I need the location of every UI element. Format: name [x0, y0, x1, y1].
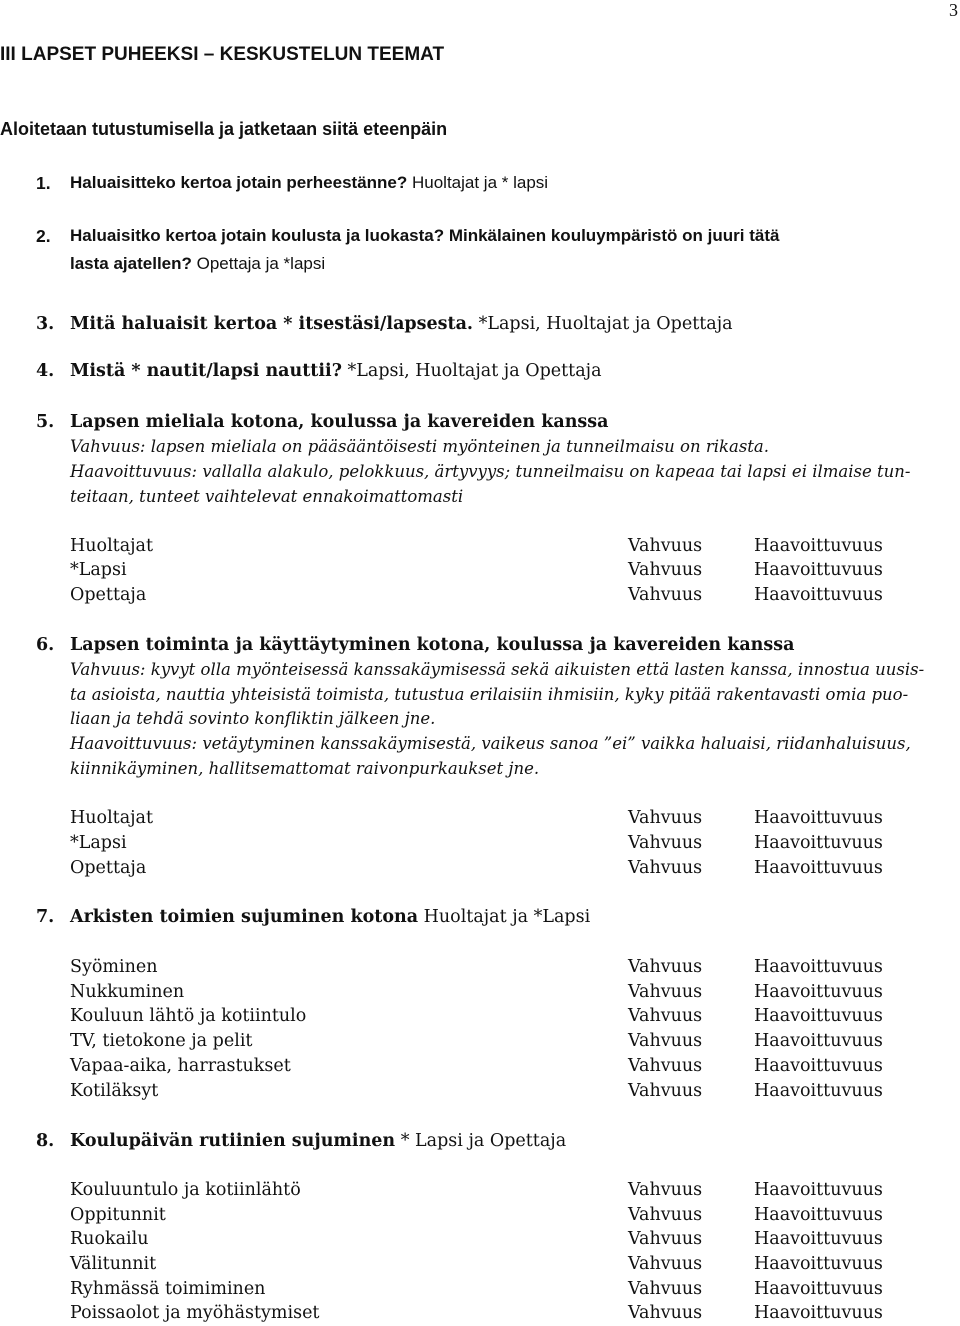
strength-option[interactable]: Vahvuus — [628, 1180, 703, 1200]
row-label: *Lapsi — [70, 833, 127, 853]
vulnerability-option[interactable]: Haavoittuvuus — [754, 1254, 883, 1274]
strength-option[interactable]: Vahvuus — [628, 1006, 703, 1026]
q8-rating-row — [70, 1301, 930, 1325]
q1-number: 1. — [36, 173, 51, 193]
row-label: Kotiläksyt — [70, 1081, 159, 1101]
row-label: Vapaa-aika, harrastukset — [70, 1056, 291, 1076]
q5-number: 5. — [36, 412, 55, 432]
vulnerability-option[interactable]: Haavoittuvuus — [754, 1229, 883, 1249]
row-label: Kouluuntulo ja kotiinlähtö — [70, 1180, 301, 1200]
q5-rating-row — [70, 583, 930, 607]
q8-rating-row — [70, 1178, 930, 1202]
q6-heading: Lapsen toiminta ja käyttäytyminen kotona, koulussa ja kavereiden kanssa — [70, 635, 795, 655]
vulnerability-option[interactable]: Haavoittuvuus — [754, 585, 883, 605]
q6-rating-row — [70, 806, 930, 830]
row-label: Syöminen — [70, 957, 158, 977]
q3-participants: *Lapsi, Huoltajat ja Opettaja — [473, 314, 733, 334]
q2-question-cont: Minkälainen kouluympäristö on juuri tätä — [444, 226, 780, 245]
q2-text-line2 — [70, 252, 325, 276]
q7-number: 7. — [36, 907, 55, 927]
row-label: Opettaja — [70, 858, 147, 878]
q1-text — [70, 171, 548, 195]
q6-rating-row — [70, 831, 930, 855]
vulnerability-option[interactable]: Haavoittuvuus — [754, 1180, 883, 1200]
q4-text — [70, 359, 602, 383]
q8-text — [70, 1129, 566, 1153]
q8-heading: Koulupäivän rutiinien sujuminen — [70, 1131, 396, 1151]
q6-strength-end: liaan ja tehdä sovinto konfliktin jälkeen jne. — [70, 709, 436, 728]
q1-participants: Huoltajat ja * lapsi — [407, 173, 549, 192]
row-label: *Lapsi — [70, 560, 127, 580]
q5-rating-row — [70, 534, 930, 558]
q6-vulnerability-cont: kiinnikäyminen, hallitsemattomat raivonpurkaukset jne. — [70, 759, 540, 778]
vulnerability-option[interactable]: Haavoittuvuus — [754, 1205, 883, 1225]
q7-text — [70, 905, 590, 929]
strength-option[interactable]: Vahvuus — [628, 1056, 703, 1076]
q8-rating-row — [70, 1277, 930, 1301]
q3-text — [70, 312, 733, 336]
q3-number: 3. — [36, 314, 55, 334]
strength-option[interactable]: Vahvuus — [628, 808, 703, 828]
strength-option[interactable]: Vahvuus — [628, 536, 703, 556]
vulnerability-option[interactable]: Haavoittuvuus — [754, 1081, 883, 1101]
vulnerability-option[interactable]: Haavoittuvuus — [754, 1056, 883, 1076]
strength-option[interactable]: Vahvuus — [628, 560, 703, 580]
vulnerability-option[interactable]: Haavoittuvuus — [754, 808, 883, 828]
q8-rating-row — [70, 1252, 930, 1276]
q7-rating-row — [70, 1079, 930, 1103]
q7-heading: Arkisten toimien sujuminen kotona — [70, 907, 419, 927]
q6-number: 6. — [36, 635, 55, 655]
vulnerability-option[interactable]: Haavoittuvuus — [754, 1279, 883, 1299]
strength-option[interactable]: Vahvuus — [628, 858, 703, 878]
q8-number: 8. — [36, 1131, 55, 1151]
strength-option[interactable]: Vahvuus — [628, 1031, 703, 1051]
q1-question: Haluaisitteko kertoa jotain perheestänne? — [70, 173, 408, 192]
row-label: Ryhmässä toimiminen — [70, 1279, 266, 1299]
vulnerability-option[interactable]: Haavoittuvuus — [754, 1031, 883, 1051]
q5-vulnerability-cont: teitaan, tunteet vaihtelevat ennakoimattomasti — [70, 487, 464, 506]
strength-option[interactable]: Vahvuus — [628, 1279, 703, 1299]
q4-number: 4. — [36, 361, 55, 381]
q8-participants: * Lapsi ja Opettaja — [395, 1131, 567, 1151]
vulnerability-option[interactable]: Haavoittuvuus — [754, 833, 883, 853]
row-label: Kouluun lähtö ja kotiintulo — [70, 1006, 307, 1026]
strength-option[interactable]: Vahvuus — [628, 1205, 703, 1225]
vulnerability-option[interactable]: Haavoittuvuus — [754, 957, 883, 977]
vulnerability-option[interactable]: Haavoittuvuus — [754, 858, 883, 878]
vulnerability-option[interactable]: Haavoittuvuus — [754, 1006, 883, 1026]
q3-question: Mitä haluaisit kertoa * itsestäsi/lapsesta. — [70, 314, 474, 334]
q8-rating-row — [70, 1203, 930, 1227]
q4-question: Mistä * nautit/lapsi nauttii? — [70, 361, 342, 381]
q6-rating-row — [70, 856, 930, 880]
q2-number: 2. — [36, 226, 51, 246]
intro-heading: Aloitetaan tutustumisella ja jatketaan siitä eteenpäin — [0, 119, 448, 139]
q7-rating-row — [70, 955, 930, 979]
q2-question-end: lasta ajatellen? — [70, 254, 192, 273]
strength-option[interactable]: Vahvuus — [628, 1303, 703, 1323]
q7-rating-row — [70, 1054, 930, 1078]
row-label: TV, tietokone ja pelit — [70, 1031, 253, 1051]
vulnerability-option[interactable]: Haavoittuvuus — [754, 1303, 883, 1323]
q6-vulnerability: Haavoittuvuus: vetäytyminen kanssakäymisestä, vaikeus sanoa ”ei” vaikka haluaisi, riidanhaluisuus, — [70, 734, 911, 753]
strength-option[interactable]: Vahvuus — [628, 1081, 703, 1101]
q7-rating-row — [70, 980, 930, 1004]
row-label: Opettaja — [70, 585, 147, 605]
page-title: III LAPSET PUHEEKSI – KESKUSTELUN TEEMAT — [0, 44, 445, 65]
q6-strength-cont: ta asioista, nauttia yhteisistä toimista, tutustua erilaisiin ihmisiin, kyky pitää rakentavasti omia puo- — [70, 685, 909, 704]
q5-heading: Lapsen mieliala kotona, koulussa ja kavereiden kanssa — [70, 412, 609, 432]
vulnerability-option[interactable]: Haavoittuvuus — [754, 982, 883, 1002]
vulnerability-option[interactable]: Haavoittuvuus — [754, 560, 883, 580]
q7-participants: Huoltajat ja *Lapsi — [418, 907, 591, 927]
q6-strength: Vahvuus: kyvyt olla myönteisessä kanssakäymisessä sekä aikuisten että lasten kanssa, innostua uusis- — [70, 660, 925, 679]
strength-option[interactable]: Vahvuus — [628, 585, 703, 605]
q5-vulnerability: Haavoittuvuus: vallalla alakulo, pelokkuus, ärtyvyys; tunneilmaisu on kapeaa tai lapsi ei ilmaise tun- — [70, 462, 911, 481]
row-label: Välitunnit — [70, 1254, 157, 1274]
strength-option[interactable]: Vahvuus — [628, 833, 703, 853]
strength-option[interactable]: Vahvuus — [628, 957, 703, 977]
row-label: Poissaolot ja myöhästymiset — [70, 1303, 320, 1323]
strength-option[interactable]: Vahvuus — [628, 1229, 703, 1249]
row-label: Nukkuminen — [70, 982, 185, 1002]
q2-participants: Opettaja ja *lapsi — [191, 254, 326, 273]
strength-option[interactable]: Vahvuus — [628, 1254, 703, 1274]
q5-rating-row — [70, 558, 930, 582]
row-label: Huoltajat — [70, 536, 154, 556]
q4-participants: *Lapsi, Huoltajat ja Opettaja — [341, 361, 602, 381]
q2-question: Haluaisitko kertoa jotain koulusta ja luokasta? — [70, 226, 445, 245]
row-label: Ruokailu — [70, 1229, 149, 1249]
q7-rating-row — [70, 1029, 930, 1053]
q5-strength: Vahvuus: lapsen mieliala on pääsääntöisesti myönteinen ja tunneilmaisu on rikasta. — [70, 437, 770, 456]
q8-rating-row — [70, 1227, 930, 1251]
q2-text-line1 — [70, 224, 779, 248]
row-label: Oppitunnit — [70, 1205, 166, 1225]
q7-rating-row — [70, 1004, 930, 1028]
row-label: Huoltajat — [70, 808, 154, 828]
strength-option[interactable]: Vahvuus — [628, 982, 703, 1002]
page-number: 3 — [949, 0, 958, 20]
vulnerability-option[interactable]: Haavoittuvuus — [754, 536, 883, 556]
